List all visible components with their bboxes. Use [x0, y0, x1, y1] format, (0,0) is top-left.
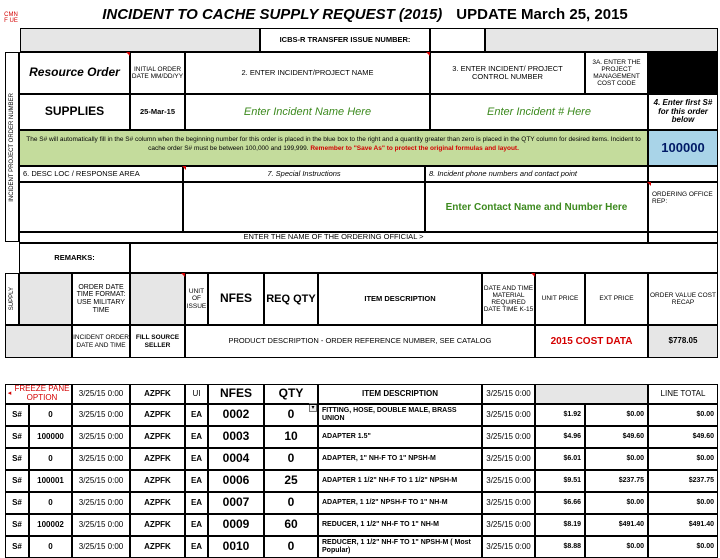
row-seller: AZPFK [130, 492, 185, 514]
incident-name-input[interactable]: Enter Incident Name Here [185, 94, 430, 130]
header-item-description: ITEM DESCRIPTION [318, 273, 482, 325]
header-blank [19, 273, 72, 325]
instructions-notice [19, 130, 648, 166]
row-nfes: 0002 [208, 404, 264, 426]
row-ext-price: $0.00 [585, 448, 648, 470]
header-ext-price: EXT PRICE [585, 273, 648, 325]
supplies-label: SUPPLIES [19, 94, 130, 130]
row-nfes: 0007 [208, 492, 264, 514]
row-s-number: 100002 [29, 514, 72, 536]
resource-order-label: Resource Order [19, 52, 130, 94]
header-date-time-required: DATE AND TIME MATERIAL REQUIRED DATE TIME K-15 [482, 273, 535, 325]
row-qty[interactable]: 0 [264, 448, 318, 470]
row-ext-price: $49.60 [585, 426, 648, 448]
row-description: ADAPTER, 1" NH-F TO 1" NPSH-M [318, 448, 482, 470]
row-unit-price: $1.92 [535, 404, 585, 426]
freeze-pane-option[interactable]: FREEZE PANE OPTION [13, 384, 72, 404]
incident-name-label: 2. ENTER INCIDENT/PROJECT NAME [185, 52, 430, 94]
update-date: UPDATE March 25, 2015 [456, 5, 628, 23]
head-seller: AZPFK [130, 384, 185, 404]
row-unit: EA [185, 514, 208, 536]
desc-loc-label: 6. DESC LOC / RESPONSE AREA [19, 166, 183, 182]
row-order-date: 3/25/15 0:00 [72, 514, 130, 536]
notice-text: The S# will automatically fill in the S# column when the beginning number for this order is placed in the blue box to the right and a quantity greater than zero is placed in the QTY column for desired items. Incident to cache order S# must be between 100,000 and 199,999. [26, 136, 641, 152]
row-seller: AZPFK [130, 514, 185, 536]
header-req-qty: REQ QTY [264, 273, 318, 325]
head-price-blank [535, 384, 648, 404]
row-nfes: 0004 [208, 448, 264, 470]
row-line-total: $0.00 [648, 404, 718, 426]
sub-header-fill-source: FILL SOURCE SELLER [130, 325, 185, 358]
row-unit: EA [185, 470, 208, 492]
row-order-date: 3/25/15 0:00 [72, 536, 130, 558]
row-seller: AZPFK [130, 448, 185, 470]
supply-vertical: SUPPLY [5, 273, 19, 325]
row-line-total: $49.60 [648, 426, 718, 448]
header-order-value: ORDER VALUE COST RECAP [648, 273, 718, 325]
desc-loc-input[interactable] [19, 182, 183, 232]
phone-contact-label: 8. Incident phone numbers and contact point [425, 166, 648, 182]
initial-order-date-label: INITIAL ORDER DATE MM/DD/YY [130, 52, 185, 94]
corner-label: CMNF UE [4, 12, 18, 24]
header-gray [130, 273, 185, 325]
sub-header-cost-data: 2015 COST DATA [535, 325, 648, 358]
incident-number-label: 3. ENTER INCIDENT/ PROJECT CONTROL NUMBER [430, 52, 585, 94]
header-unit-price: UNIT PRICE [535, 273, 585, 325]
sub-header-incident-order-date: INCIDENT ORDER DATE AND TIME [72, 325, 130, 358]
row-req-date: 3/25/15 0:00 [482, 470, 535, 492]
remarks-input[interactable] [130, 243, 718, 273]
header-order-date-time: ORDER DATE TIME FORMAT: USE MILITARY TIME [72, 273, 130, 325]
row-req-date: 3/25/15 0:00 [482, 404, 535, 426]
head-nfes: NFES [208, 384, 264, 404]
first-s-number-input[interactable]: 100000 [648, 130, 718, 166]
row-nfes: 0003 [208, 426, 264, 448]
row-line-total: $0.00 [648, 536, 718, 558]
row-qty[interactable]: 60 [264, 514, 318, 536]
row-seller: AZPFK [130, 470, 185, 492]
row-qty[interactable]: 0 [264, 404, 318, 426]
phone-contact-extra [648, 166, 718, 182]
head-unit: UI [185, 384, 208, 404]
row-req-date: 3/25/15 0:00 [482, 448, 535, 470]
row-ext-price: $0.00 [585, 536, 648, 558]
row-unit: EA [185, 448, 208, 470]
row-ext-price: $491.40 [585, 514, 648, 536]
row-s-label: S# [5, 470, 29, 492]
row-unit: EA [185, 536, 208, 558]
row-seller: AZPFK [130, 426, 185, 448]
row-unit-price: $6.01 [535, 448, 585, 470]
comment-marker[interactable] [181, 273, 185, 277]
head-line-total: LINE TOTAL [648, 384, 718, 404]
row-description: REDUCER, 1 1/2" NH-F TO 1" NPSH-M ( Most Popular) [318, 536, 482, 558]
form-title: INCIDENT TO CACHE SUPPLY REQUEST (2015) [102, 5, 443, 23]
ordering-office-label: ORDERING OFFICE REP: [648, 182, 718, 232]
row-order-date: 3/25/15 0:00 [72, 426, 130, 448]
row-s-number: 0 [29, 536, 72, 558]
row-ext-price: $237.75 [585, 470, 648, 492]
row-line-total: $237.75 [648, 470, 718, 492]
row-unit-price: $8.19 [535, 514, 585, 536]
pmc-black-cell [648, 52, 718, 94]
remarks-label: REMARKS: [19, 243, 130, 273]
row-unit-price: $6.66 [535, 492, 585, 514]
row-unit-price: $4.96 [535, 426, 585, 448]
row-description: ADAPTER 1 1/2" NH-F TO 1 1/2" NPSH-M [318, 470, 482, 492]
row-s-label: S# [5, 536, 29, 558]
row-ext-price: $0.00 [585, 492, 648, 514]
row-line-total: $0.00 [648, 448, 718, 470]
sub-header-blank [5, 325, 72, 358]
row-line-total: $0.00 [648, 492, 718, 514]
row-nfes: 0006 [208, 470, 264, 492]
row-order-date: 3/25/15 0:00 [72, 404, 130, 426]
row-req-date: 3/25/15 0:00 [482, 514, 535, 536]
head-qty: QTY [264, 384, 318, 404]
row-unit: EA [185, 404, 208, 426]
row-unit-price: $8.88 [535, 536, 585, 558]
total-value: $778.05 [648, 325, 718, 358]
row-description: FITTING, HOSE, DOUBLE MALE, BRASS UNION [318, 404, 482, 426]
row-nfes: 0010 [208, 536, 264, 558]
row-seller: AZPFK [130, 536, 185, 558]
row-order-date: 3/25/15 0:00 [72, 448, 130, 470]
row-seller: AZPFK [130, 404, 185, 426]
header-nfes: NFES [208, 273, 264, 325]
row-order-date: 3/25/15 0:00 [72, 470, 130, 492]
row-s-label: S# [5, 426, 29, 448]
incident-number-input[interactable]: Enter Incident # Here [430, 94, 648, 130]
pmc-label: 3A. ENTER THE PROJECT MANAGEMENT COST CODE [585, 52, 648, 94]
row-s-number: 0 [29, 492, 72, 514]
row-s-label: S# [5, 448, 29, 470]
row-qty[interactable]: 10 [264, 426, 318, 448]
row-qty[interactable]: 0 [264, 536, 318, 558]
row-nfes: 0009 [208, 514, 264, 536]
ordering-official-input[interactable] [648, 232, 718, 243]
contact-input[interactable]: Enter Contact Name and Number Here [425, 182, 648, 232]
comment-marker[interactable] [647, 182, 651, 186]
header-unit-of-issue: UNIT OF ISSUE [185, 273, 208, 325]
row-s-label: S# [5, 492, 29, 514]
row-order-date: 3/25/15 0:00 [72, 492, 130, 514]
row-s-number: 0 [29, 404, 72, 426]
row-unit: EA [185, 426, 208, 448]
row-description: ADAPTER 1.5" [318, 426, 482, 448]
freeze-pane-arrow[interactable]: ◂ [5, 384, 13, 404]
transfer-issue-label: ICBS-R TRANSFER ISSUE NUMBER: [260, 28, 430, 52]
row-s-label: S# [5, 514, 29, 536]
row-ext-price: $0.00 [585, 404, 648, 426]
row-req-date: 3/25/15 0:00 [482, 426, 535, 448]
row-s-label: S# [5, 404, 29, 426]
qty-filter-dropdown[interactable]: ▾ [309, 403, 317, 412]
row-s-number: 0 [29, 448, 72, 470]
first-s-label: 4. Enter first S# for this order below [648, 94, 718, 130]
head-req-date: 3/25/15 0:00 [482, 384, 535, 404]
row-unit: EA [185, 492, 208, 514]
row-description: ADAPTER, 1 1/2" NPSH-F TO 1" NH-M [318, 492, 482, 514]
comment-marker[interactable] [426, 52, 430, 56]
row-description: REDUCER, 1 1/2" NH-F TO 1" NH-M [318, 514, 482, 536]
row-req-date: 3/25/15 0:00 [482, 492, 535, 514]
sub-header-product-desc: PRODUCT DESCRIPTION - ORDER REFERENCE NUMBER, SEE CATALOG [185, 325, 535, 358]
row-s-number: 100001 [29, 470, 72, 492]
transfer-filler-right [485, 28, 718, 52]
comment-marker[interactable] [126, 52, 130, 56]
order-date-input[interactable]: 25-Mar-15 [130, 94, 185, 130]
transfer-filler-left [20, 28, 260, 52]
comment-marker[interactable] [182, 166, 186, 170]
ordering-official-label: ENTER THE NAME OF THE ORDERING OFFICIAL > [19, 232, 648, 243]
row-req-date: 3/25/15 0:00 [482, 536, 535, 558]
row-s-number: 100000 [29, 426, 72, 448]
transfer-issue-input[interactable] [430, 28, 485, 52]
page-title [20, 2, 710, 28]
special-instructions-input[interactable] [183, 182, 425, 232]
row-line-total: $491.40 [648, 514, 718, 536]
notice-warning: Remember to "Save As" to protect the original formulas and layout. [310, 144, 519, 152]
comment-marker[interactable] [531, 273, 535, 277]
row-qty[interactable]: 0 [264, 492, 318, 514]
head-date: 3/25/15 0:00 [72, 384, 130, 404]
row-unit-price: $9.51 [535, 470, 585, 492]
order-number-vertical: INCIDENT PROJECT ORDER NUMBER [5, 52, 19, 242]
row-qty[interactable]: 25 [264, 470, 318, 492]
head-item-description: ITEM DESCRIPTION [318, 384, 482, 404]
special-instructions-label: 7. Special Instructions [183, 166, 425, 182]
